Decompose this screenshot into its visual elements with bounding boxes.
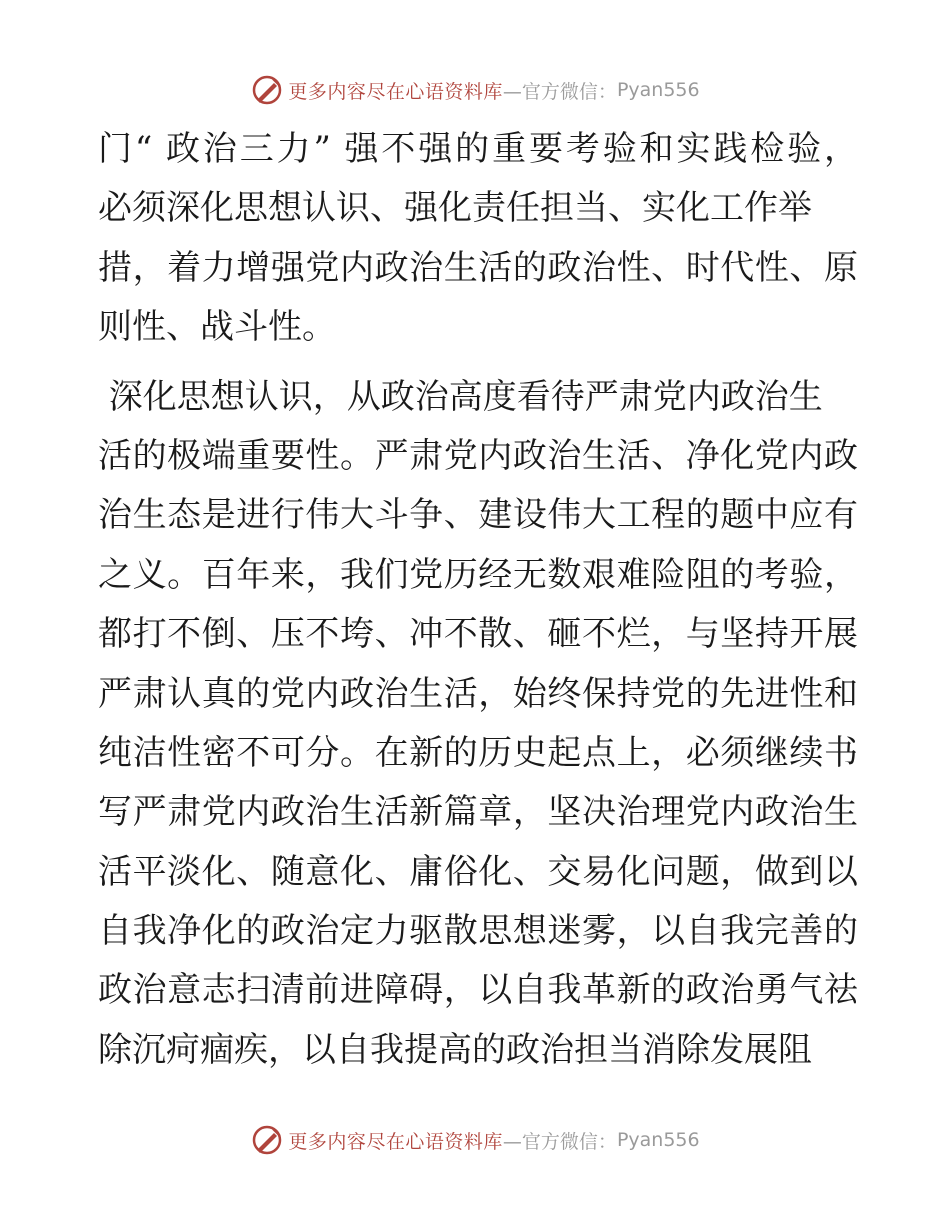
text-line: 之义。百年来，我们党历经无数艰难险阻的考验， — [98, 554, 858, 595]
footer-handle: Pyan556 — [616, 1129, 700, 1151]
text-line: 必须深化思想认识、强化责任担当、实化工作举 — [98, 188, 812, 229]
header-dash-text: —官方微信： — [502, 80, 617, 103]
footer-red-text: 更多内容尽在心语资料库 — [288, 1130, 503, 1153]
text-line: 政治意志扫清前进障碍，以自我革新的政治勇气祛 — [98, 970, 858, 1011]
text-line: 活的极端重要性。严肃党内政治生活、净化党内政 — [98, 435, 858, 476]
footer-dash-text: —官方微信： — [502, 1130, 617, 1153]
text-line: 治生态是进行伟大斗争、建设伟大工程的题中应有 — [98, 495, 858, 536]
paragraph-2 — [98, 368, 858, 1081]
text-line: 则性、战斗性。 — [98, 307, 336, 348]
header-handle: Pyan556 — [616, 79, 700, 101]
header-banner — [0, 70, 950, 110]
text-line: 除沉疴痼疾，以自我提高的政治担当消除发展阻 — [98, 1029, 812, 1070]
text-line: 严肃认真的党内政治生活，始终保持党的先进性和 — [98, 673, 858, 714]
text-line: 都打不倒、压不垮、冲不散、砸不烂，与坚持开展 — [98, 614, 858, 655]
text-line: 深化思想认识，从政治高度看待严肃党内政治生 — [98, 376, 823, 417]
footer-banner — [0, 1120, 950, 1160]
text-line: 自我净化的政治定力驱散思想迷雾，以自我完善的 — [98, 911, 858, 952]
header-red-text: 更多内容尽在心语资料库 — [288, 80, 503, 103]
pen-circle-logo-icon — [250, 1123, 284, 1157]
paragraph-1 — [98, 120, 858, 358]
text-line: 措，着力增强党内政治生活的政治性、时代性、原 — [98, 247, 858, 288]
text-line: 门“ 政治三力” 强不强的重要考验和实践检验， — [98, 129, 858, 169]
text-line: 活平淡化、随意化、庸俗化、交易化问题，做到以 — [98, 851, 858, 892]
text-line: 纯洁性密不可分。在新的历史起点上，必须继续书 — [98, 732, 858, 773]
document-body — [98, 120, 858, 1080]
pen-circle-logo-icon — [250, 73, 284, 107]
text-line: 写严肃党内政治生活新篇章，坚决治理党内政治生 — [98, 792, 858, 833]
